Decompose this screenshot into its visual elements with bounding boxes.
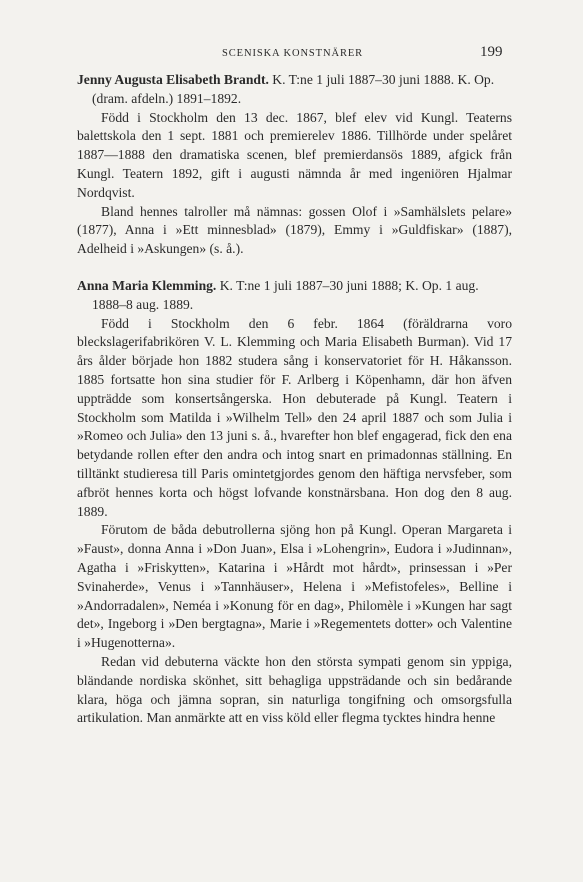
- entry-name: Anna Maria Klemming.: [77, 277, 217, 293]
- entry-heading-brandt: [77, 71, 512, 109]
- biography-paragraph: Född i Stockholm den 6 febr. 1864 (föräldrarna voro bleckslagerifabrikören V. L. Klemming och Maria Elisabeth Burman). Vid 17 års ålder började hon 1882 studera sång i konservatoriet för H. Håkansson. 1885 fortsatte hon sina studier för F. Arlberg i Köpenhamn, där hon äfven uppträdde som konsertsångerska. Hon debuterade på Kungl. Teatern i Stockholm som Matilda i »Wilhelm Tell» den 24 april 1887 och som Julia i »Romeo och Julia» den 13 juni s. å., hvarefter hon blef engagerad, fick den ena betydande rollen efter den andra och intog snart en primadonnas ställning. En tilltänkt studieresa till Paris omintetgjordes genom den häftiga nervsfeber, som afbröt hennes korta och högst lofvande konstnärsbana. Hon dog den 8 aug. 1889.: [77, 315, 512, 519]
- entry-engagements: K. T:ne 1 juli 1887–30 juni 1888; K. Op. 1 aug. 1888–8 aug. 1889.: [92, 277, 479, 312]
- page-header: [0, 44, 583, 64]
- entry-heading-klemming: [77, 277, 512, 315]
- page-body: [77, 71, 512, 728]
- reception-paragraph: Redan vid debuterna väckte hon den största sympati genom sin yppiga, bländande nordiska skönhet, sitt behagliga uppsträdande och sin bedårande klara, höga och jämna sopran, sin naturliga tongifning och omsorgsfulla artikulation. Man anmärkte att en viss köld eller flegma tycktes hindra henne: [77, 653, 512, 726]
- roles-paragraph: Bland hennes talroller må nämnas: gossen Olof i »Samhälslets pelare» (1877), Anna i »Ett minnesblad» (1879), Emmy i »Guldfiskar» (1887), Adelheid i »Askungen» (s. å.).: [77, 203, 512, 257]
- entry-name: Jenny Augusta Elisabeth Brandt.: [77, 72, 269, 87]
- entry-engagements: K. T:ne 1 juli 1887–30 juni 1888. K. Op. (dram. afdeln.) 1891–1892.: [92, 72, 495, 106]
- biography-paragraph: Född i Stockholm den 13 dec. 1867, blef elev vid Kungl. Teaterns balettskola den 1 sept. 1881 och premierelev 1886. Tillhörde under spelåret 1887—1888 den dramatiska scenen, blef premierdansös 1889, afgick från Kungl. Teatern 1892, gift i augusti nämnda år med ingeniören Hjalmar Nordqvist.: [77, 109, 512, 200]
- running-head: SCENISKA KONSTNÄRER: [222, 48, 364, 59]
- entry-separator: [77, 259, 512, 277]
- roles-paragraph: Förutom de båda debutrollerna sjöng hon på Kungl. Operan Margareta i »Faust», donna Anna i »Don Juan», Elsa i »Lohengrin», Eudora i »Judinnan», Agatha i »Friskytten», Katarina i »Hårdt mot hårdt», prinsessan i »Per Svinaherde», Venus i »Tannhäuser», Helena i »Mefistofeles», Belline i »Andorradalen», Neméa i »Konung för en dag», Philomèle i »Kungen har sagt det», Ingeborg i »Den bergtagna», Marie i »Regementets dotter» och Valentine i »Hugenotterna».: [77, 522, 512, 651]
- page-number: 199: [480, 44, 503, 60]
